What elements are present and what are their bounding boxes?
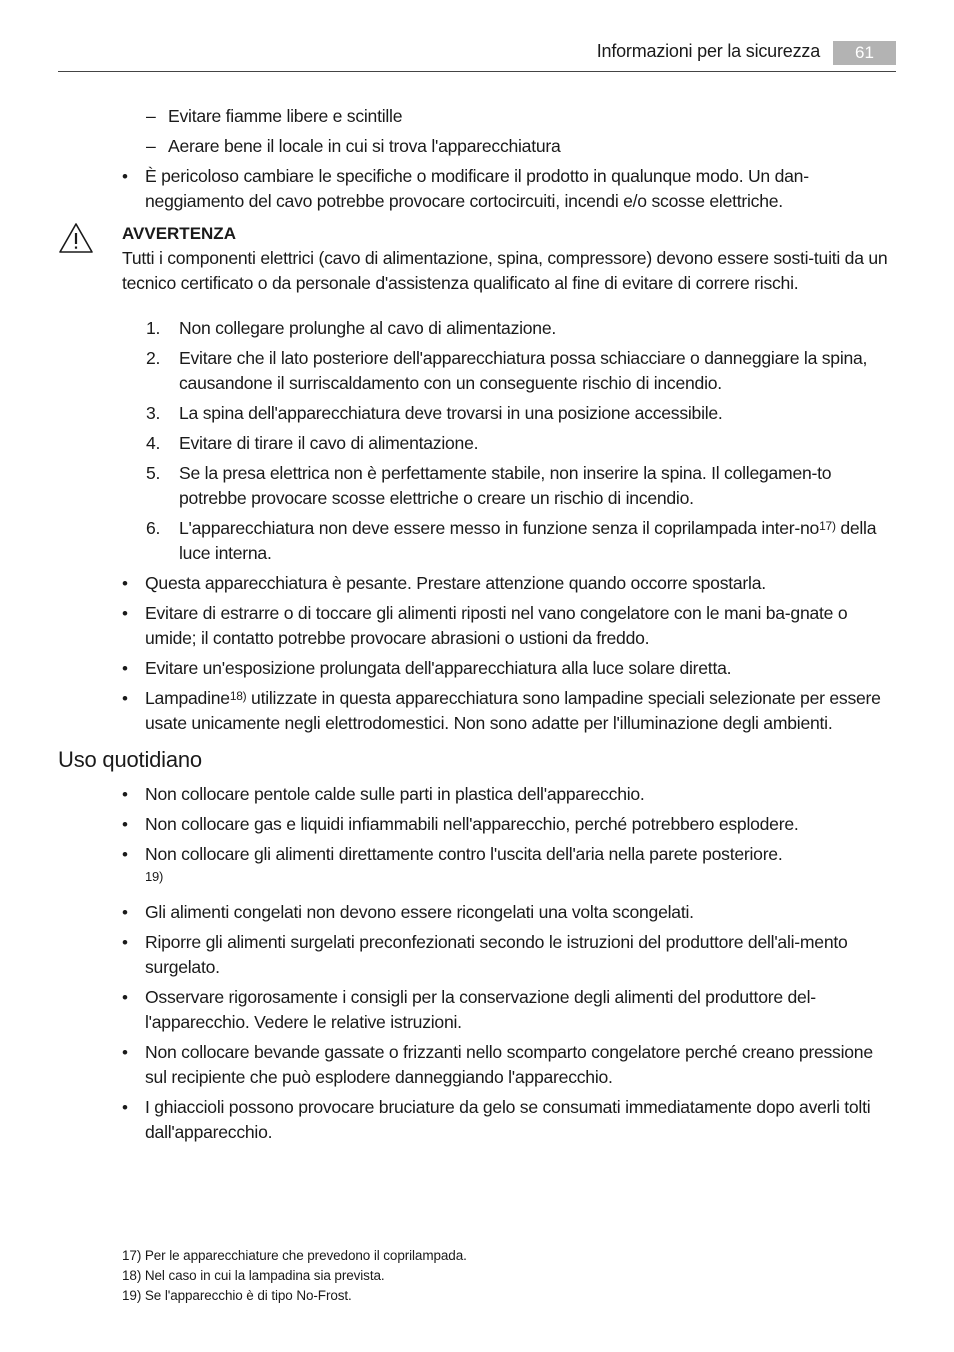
warning-block xyxy=(58,222,896,296)
dash-item: – Aerare bene il locale in cui si trova l'apparecchiatura xyxy=(146,136,561,156)
bullet-item: • Evitare un'esposizione prolungata dell'apparecchiatura alla luce solare diretta. xyxy=(122,658,732,678)
warning-text: Tutti i componenti elettrici (cavo di alimentazione, spina, compressore) devono essere sosti-tuiti da un tecnico certificato o da personale d'assistenza qualificato al fine di evitare di correre rischi. xyxy=(122,248,888,293)
bullet-item: • È pericoloso cambiare le specifiche o modificare il prodotto in qualunque modo. Un dan-neggiamento del cavo potrebbe provocare cortocircuiti, incendi e/o scosse elettriche. xyxy=(122,166,809,211)
bullet-item: • Non collocare gli alimenti direttamente contro l'uscita dell'aria nella parete posteriore. 19) xyxy=(58,842,896,885)
bullet-item: • Non collocare pentole calde sulle parti in plastica dell'apparecchio. xyxy=(122,784,645,804)
page-number: 61 xyxy=(833,41,896,65)
footnote-ref: 17) xyxy=(819,519,836,533)
numbered-item: 4. Evitare di tirare il cavo di alimentazione. xyxy=(146,433,479,453)
footnote: 17) Per le apparecchiature che prevedono il coprilampada. xyxy=(122,1248,467,1263)
warning-title: AVVERTENZA xyxy=(122,224,236,243)
numbered-item: 2. Evitare che il lato posteriore dell'apparecchiatura possa schiacciare o danneggiare la spina, causandone il surriscaldamento con un conseguente rischio di incendio. xyxy=(146,348,868,393)
footnote: 18) Nel caso in cui la lampadina sia prevista. xyxy=(122,1268,385,1283)
bullet-item: • Evitare di estrarre o di toccare gli alimenti riposti nel vano congelatore con le mani ba-gnate o umide; il contatto potrebbe provocare abrasioni o ustioni da freddo. xyxy=(122,603,848,648)
bullet-item: • Gli alimenti congelati non devono essere ricongelati una volta scongelati. xyxy=(122,902,694,922)
footnote: 19) Se l'apparecchio è di tipo No-Frost. xyxy=(122,1288,352,1303)
page-header xyxy=(58,40,896,72)
numbered-item: 3. La spina dell'apparecchiatura deve trovarsi in una posizione accessibile. xyxy=(146,403,723,423)
page-content xyxy=(58,104,896,1150)
numbered-item: 5. Se la presa elettrica non è perfettamente stabile, non inserire la spina. Il collegamen-to potrebbe provocare scosse elettriche o creare un rischio di incendio. xyxy=(146,463,832,508)
numbered-item: 1. Non collegare prolunghe al cavo di alimentazione. xyxy=(146,318,557,338)
bullet-item: • Non collocare gas e liquidi infiammabili nell'apparecchio, perché potrebbero esplodere. xyxy=(122,814,799,834)
warning-triangle-icon xyxy=(58,222,94,259)
footnote-ref: 18) xyxy=(229,689,247,703)
bullet-item: • Riporre gli alimenti surgelati preconfezionati secondo le istruzioni del produttore dell'ali-mento surgelato. xyxy=(122,932,848,977)
section-title: Uso quotidiano xyxy=(58,747,202,772)
footnote-ref: 19) xyxy=(145,869,164,884)
bullet-item: • I ghiaccioli possono provocare bruciature da gelo se consumati immediatamente dopo averli tolti dall'apparecchio. xyxy=(122,1097,871,1142)
bullet-item: • Non collocare bevande gassate o frizzanti nello scomparto congelatore perché creano pressione sul recipiente che può esplodere danneggiando l'apparecchio. xyxy=(122,1042,873,1087)
bullet-item: • Questa apparecchiatura è pesante. Prestare attenzione quando occorre spostarla. xyxy=(122,573,766,593)
bullet-item: • Osservare rigorosamente i consigli per la conservazione degli alimenti del produttore del-l'apparecchio. Vedere le relative istruzioni. xyxy=(122,987,816,1032)
header-title: Informazioni per la sicurezza xyxy=(596,41,820,61)
footnotes xyxy=(122,1246,467,1306)
dash-item: – Evitare fiamme libere e scintille xyxy=(146,106,403,126)
bullet-item: • Lampadine$^{18)}$ utilizzate in questa apparecchiatura sono lampadine speciali selezionate per essere usate unicamente negli elettrodomestici. Non sono adatte per l'illuminazione degli ambienti. xyxy=(122,688,881,733)
numbered-item: 6. L'apparecchiatura non deve essere messo in funzione senza il coprilampada inter-$no^{17)}$ della luce interna. xyxy=(146,518,877,563)
